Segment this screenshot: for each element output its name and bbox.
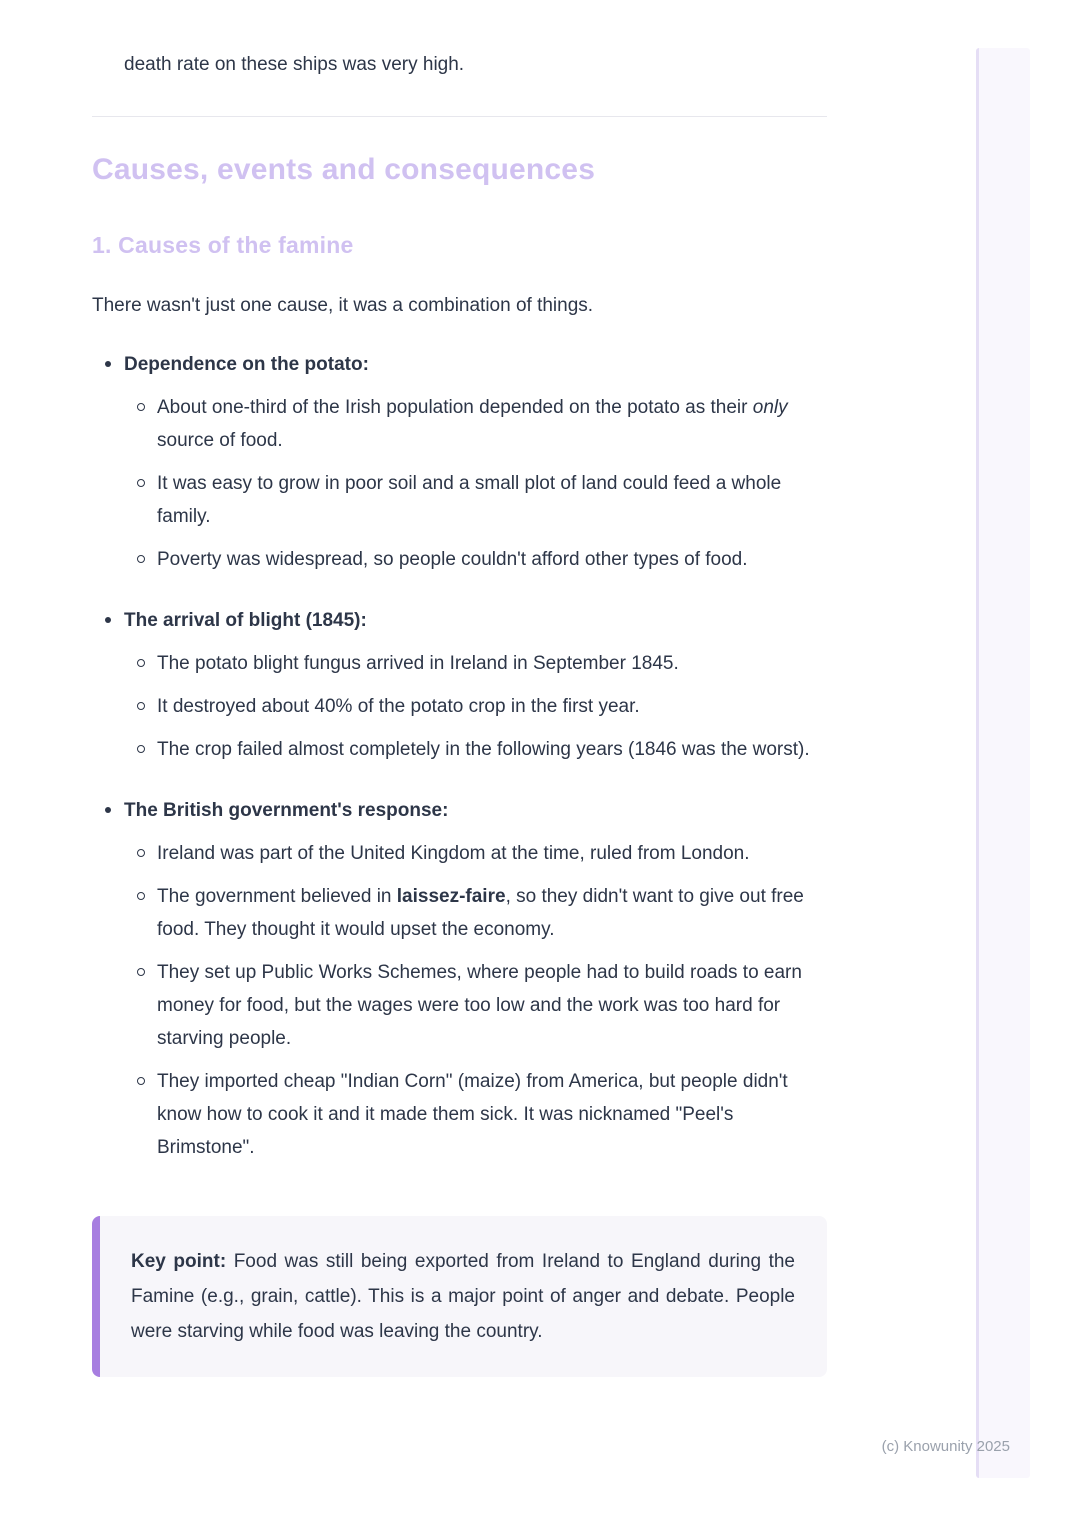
bullet-item-blight bbox=[92, 604, 827, 766]
section-title: Causes, events and consequences bbox=[92, 153, 596, 186]
sub-bullet-text: Poverty was widespread, so people couldn't afford other types of food. bbox=[157, 549, 748, 570]
bullet-circle-icon bbox=[137, 702, 145, 710]
bullet-circle-icon bbox=[137, 745, 145, 753]
sub-bullet-item bbox=[124, 543, 827, 576]
bullet-circle-icon bbox=[137, 968, 145, 976]
sub-list bbox=[124, 837, 827, 1164]
bullet-disc-icon bbox=[105, 361, 111, 367]
sub-bullet-text: They imported cheap "Indian Corn" (maize) from America, but people didn't know how to cook it and it made them sick. It was nicknamed "Peel's Brimstone". bbox=[157, 1071, 788, 1158]
bullet-circle-icon bbox=[137, 1077, 145, 1085]
sub-bullet-text: The potato blight fungus arrived in Ireland in September 1845. bbox=[157, 653, 679, 674]
key-point-text: Key point: Food was still being exported from Ireland to England during the Famine (e.g., grain, cattle). This is a major point of anger and debate. People were starving while food was leaving the country. bbox=[131, 1251, 795, 1342]
scrollbar-track[interactable] bbox=[976, 48, 1030, 1478]
bullet-title: The arrival of blight (1845): bbox=[124, 610, 367, 631]
bullet-circle-icon bbox=[137, 479, 145, 487]
bullet-circle-icon bbox=[137, 555, 145, 563]
sub-bullet-item bbox=[124, 1065, 827, 1164]
sub-bullet-item bbox=[124, 391, 827, 457]
sub-bullet-text: It was easy to grow in poor soil and a small plot of land could feed a whole family. bbox=[157, 473, 782, 527]
sub-bullet-item bbox=[124, 880, 827, 946]
bullet-circle-icon bbox=[137, 659, 145, 667]
section-divider bbox=[92, 116, 827, 117]
sub-bullet-text: It destroyed about 40% of the potato crop in the first year. bbox=[157, 696, 640, 717]
bullet-circle-icon bbox=[137, 849, 145, 857]
sub-bullet-item bbox=[124, 837, 827, 870]
copyright-footer: (c) Knowunity 2025 bbox=[881, 1438, 1010, 1455]
bullet-circle-icon bbox=[137, 403, 145, 411]
bullet-title: Dependence on the potato: bbox=[124, 354, 369, 375]
sub-list bbox=[124, 391, 827, 576]
section-subtitle: 1. Causes of the famine bbox=[92, 232, 354, 258]
bullet-circle-icon bbox=[137, 892, 145, 900]
sub-bullet-text: The crop failed almost completely in the following years (1846 was the worst). bbox=[157, 739, 810, 760]
bullet-disc-icon bbox=[105, 617, 111, 623]
sub-list bbox=[124, 647, 827, 766]
sub-bullet-text: The government believed in laissez-faire, so they didn't want to give out free food. They thought it would upset the economy. bbox=[157, 886, 804, 940]
intro-paragraph: There wasn't just one cause, it was a combination of things. bbox=[92, 295, 594, 316]
page-content bbox=[92, 0, 827, 1377]
continuation-paragraph: death rate on these ships was very high. bbox=[124, 54, 465, 75]
sub-bullet-item bbox=[124, 956, 827, 1055]
sub-bullet-text: About one-third of the Irish population depended on the potato as their only source of food. bbox=[157, 397, 788, 451]
sub-bullet-item bbox=[124, 733, 827, 766]
key-point-callout bbox=[92, 1216, 827, 1377]
bullet-item-response bbox=[92, 794, 827, 1164]
sub-bullet-text: Ireland was part of the United Kingdom at the time, ruled from London. bbox=[157, 843, 750, 864]
bullet-item-dependence bbox=[92, 348, 827, 576]
sub-bullet-text: They set up Public Works Schemes, where people had to build roads to earn money for food, but the wages were too low and the work was too hard for starving people. bbox=[157, 962, 802, 1049]
bullet-title: The British government's response: bbox=[124, 800, 449, 821]
bullet-disc-icon bbox=[105, 807, 111, 813]
sub-bullet-item bbox=[124, 467, 827, 533]
causes-list bbox=[92, 348, 827, 1164]
sub-bullet-item bbox=[124, 647, 827, 680]
sub-bullet-item bbox=[124, 690, 827, 723]
